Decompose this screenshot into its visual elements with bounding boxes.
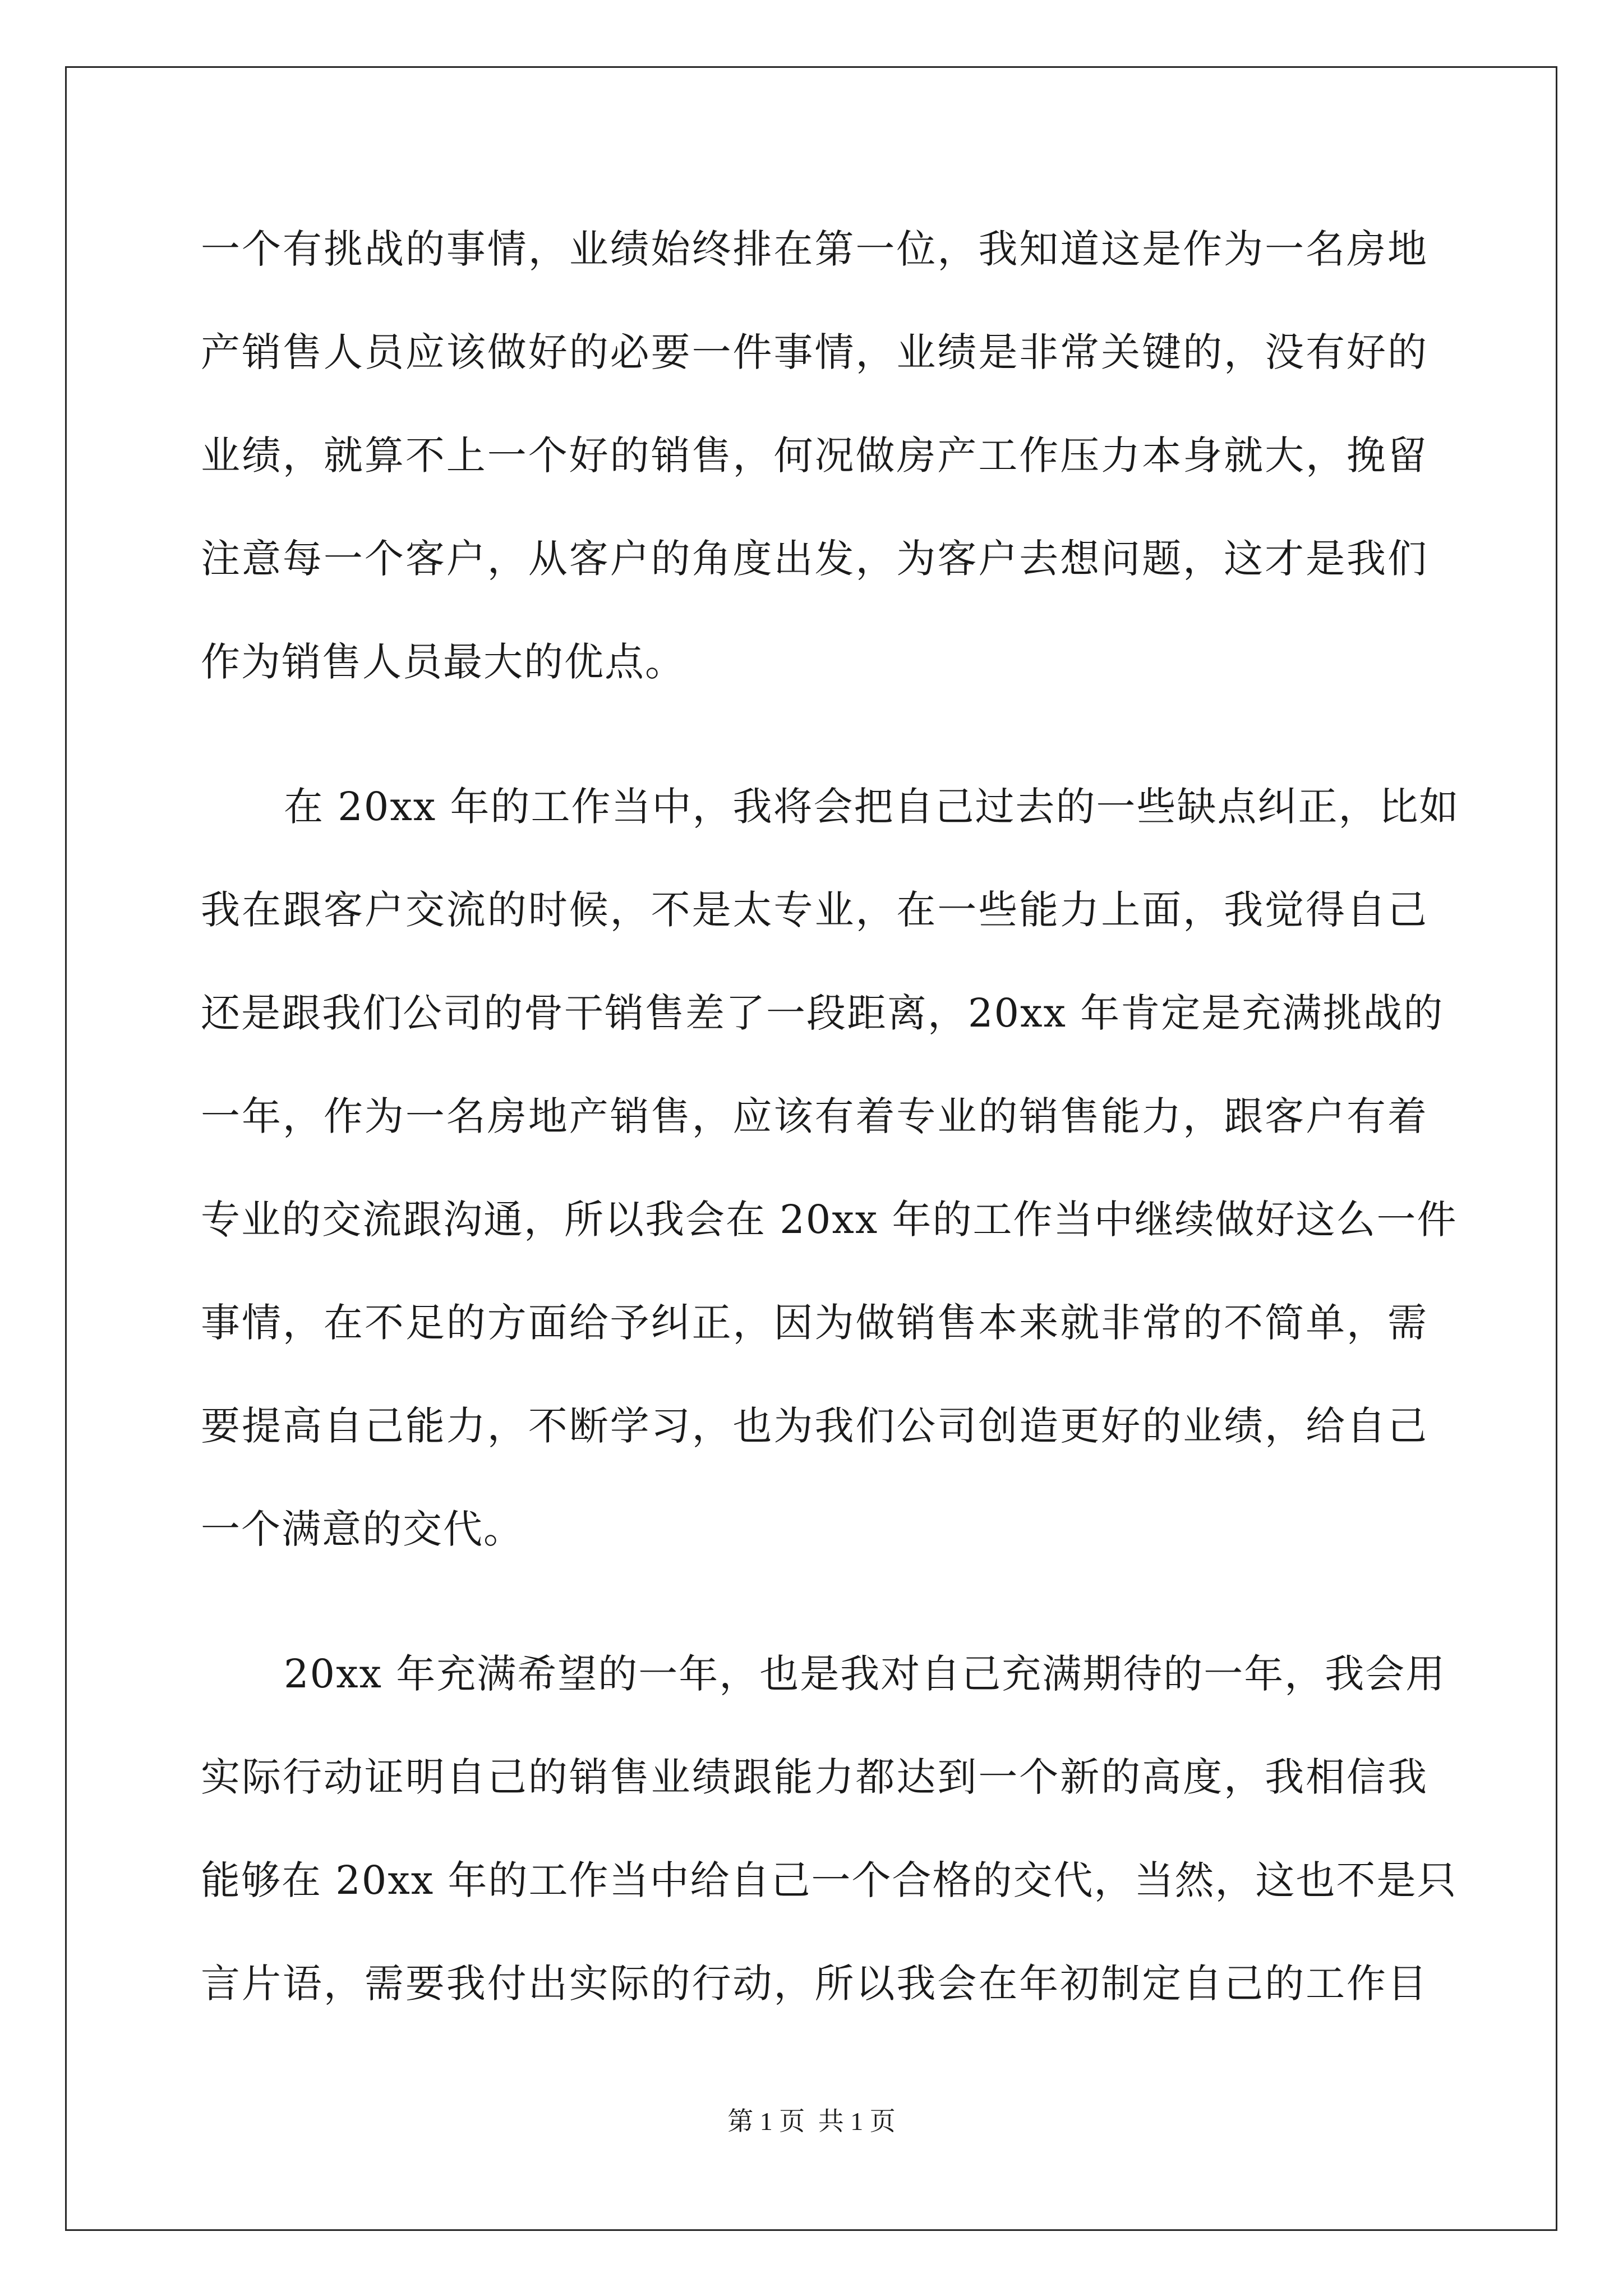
document-body (201, 197, 1460, 2035)
text-line: 一个满意的交代。 (201, 1506, 524, 1552)
text-line: 业绩，就算不上一个好的销售，何况做房产工作压力本身就大，挽留 (201, 432, 1428, 478)
paragraph-3 (201, 1622, 1458, 2035)
page-total: 共 1 页 (818, 2107, 896, 2136)
text-line: 20xx 年充满希望的一年，也是我对自己充满期待的一年，我会用 (284, 1651, 1446, 1697)
paragraph-spacing (201, 1581, 1428, 1622)
text-line: 要提高自己能力，不断学习，也为我们公司创造更好的业绩，给自己 (201, 1403, 1428, 1449)
page-footer (0, 2101, 1623, 2138)
paragraph-2 (201, 755, 1460, 1581)
text-line: 一年，作为一名房地产销售，应该有着专业的销售能力，跟客户有着 (201, 1093, 1428, 1139)
paragraph-1 (201, 197, 1428, 714)
text-line: 作为销售人员最大的优点。 (201, 639, 685, 685)
page-number: 第 1 页 (727, 2107, 805, 2136)
text-line: 注意每一个客户，从客户的角度出发，为客户去想问题，这才是我们 (201, 536, 1428, 582)
text-line: 一个有挑战的事情，业绩始终排在第一位，我知道这是作为一名房地 (201, 226, 1428, 272)
text-line: 产销售人员应该做好的必要一件事情，业绩是非常关键的，没有好的 (201, 329, 1428, 375)
text-line: 言片语，需要我付出实际的行动，所以我会在年初制定自己的工作目 (201, 1961, 1428, 2007)
paragraph-spacing (201, 714, 1428, 755)
text-line: 专业的交流跟沟通，所以我会在 20xx 年的工作当中继续做好这么一件 (201, 1197, 1458, 1243)
text-line: 能够在 20xx 年的工作当中给自己一个合格的交代，当然，这也不是只 (201, 1857, 1458, 1903)
text-line: 在 20xx 年的工作当中，我将会把自己过去的一些缺点纠正，比如 (284, 784, 1460, 830)
text-line: 实际行动证明自己的销售业绩跟能力都达到一个新的高度，我相信我 (201, 1754, 1428, 1800)
text-line: 事情，在不足的方面给予纠正，因为做销售本来就非常的不简单，需 (201, 1300, 1428, 1346)
text-line: 我在跟客户交流的时候，不是太专业，在一些能力上面，我觉得自己 (201, 887, 1428, 933)
text-line: 还是跟我们公司的骨干销售差了一段距离，20xx 年肯定是充满挑战的 (201, 990, 1444, 1036)
